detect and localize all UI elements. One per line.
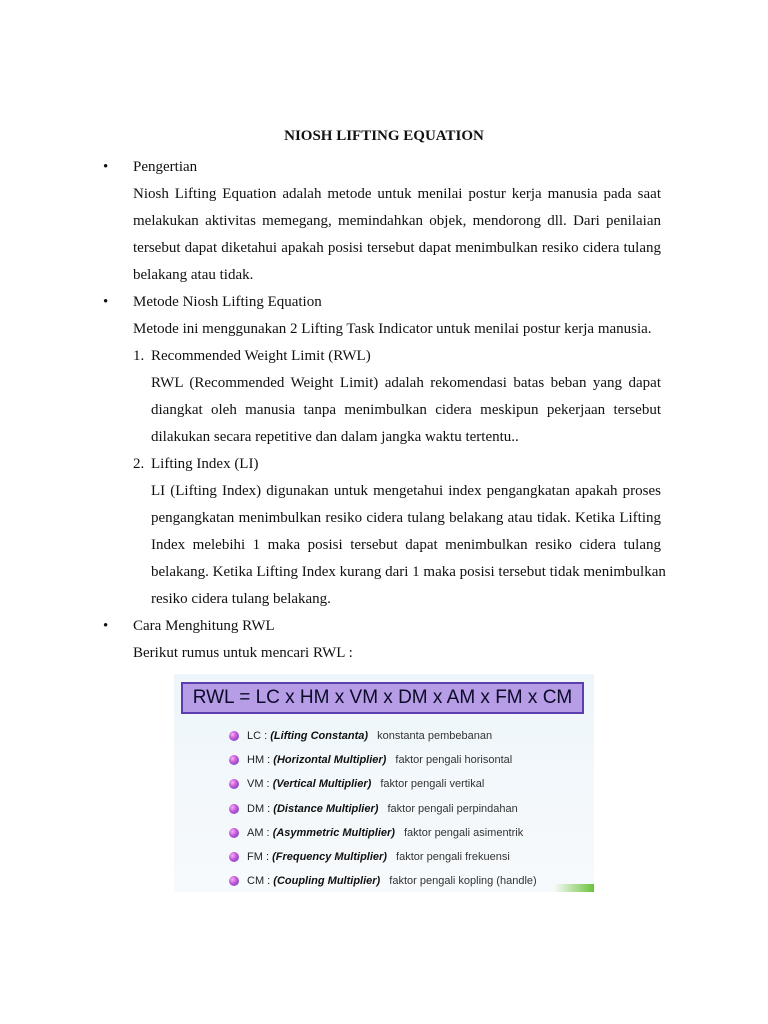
factor-desc: faktor pengali asimentrik [404,827,524,839]
factor-desc: faktor pengali vertikal [380,778,485,790]
factor-desc: faktor pengali frekuensi [396,851,510,863]
factor-item-lc [247,728,492,744]
factor-abbr: LC : [247,730,268,742]
section-heading-metode: Metode Niosh Lifting Equation [133,294,322,310]
factor-abbr: DM : [247,803,271,815]
rwl-formula-banner: RWL = LC x HM x VM x DM x AM x FM x CM [181,682,584,714]
paragraph-line: Metode ini menggunakan 2 Lifting Task Indicator untuk menilai postur kerja manusia. [133,321,652,337]
bullet-orb-icon [229,804,239,814]
bullet-orb-icon [229,828,239,838]
list-item-label-rwl: Recommended Weight Limit (RWL) [151,348,371,364]
list-item-label-li: Lifting Index (LI) [151,456,259,472]
bullet-orb-icon [229,755,239,765]
factor-name: (Horizontal Multiplier) [273,754,387,766]
factor-desc: konstanta pembebanan [377,730,493,742]
factor-item-vm [247,776,484,792]
paragraph-line: melakukan aktivitas memegang, memindahkan objek, mendorong dll. Dari penilaian [133,213,661,229]
paragraph-line: Niosh Lifting Equation adalah metode untuk menilai postur kerja manusia pada saat [133,186,661,202]
paragraph-line: dilakukan secara repetitive dan dalam jangka waktu tertentu.. [151,429,519,445]
factor-name: (Asymmetric Multiplier) [272,827,395,839]
bullet-orb-icon [229,779,239,789]
factor-abbr: HM : [247,754,271,766]
factor-item-hm [247,752,512,768]
bullet-orb-icon [229,876,239,886]
bullet-dot: • [103,159,109,175]
factor-desc: faktor pengali perpindahan [387,803,518,815]
factor-name: (Frequency Multiplier) [272,851,387,863]
factor-item-cm [247,873,537,889]
section-heading-pengertian: Pengertian [133,159,198,175]
factor-name: (Coupling Multiplier) [273,875,381,887]
paragraph-line: resiko cidera tulang belakang. [151,591,331,607]
factor-desc: faktor pengali horisontal [395,754,513,766]
list-number: 2. [133,456,145,472]
decorative-green-bar [554,884,594,892]
paragraph-line: tersebut dapat diketahui apakah posisi tersebut dapat menimbulkan resiko cidera tulang [133,240,661,256]
page-title: NIOSH LIFTING EQUATION [284,128,484,144]
bullet-dot: • [103,618,109,634]
section-heading-cara: Cara Menghitung RWL [133,618,275,634]
bullet-orb-icon [229,852,239,862]
paragraph-line: diangkat oleh manusia tanpa menimbulkan cidera meskipun pekerjaan tersebut [151,402,661,418]
factor-abbr: FM : [247,851,269,863]
factor-item-am [247,825,523,841]
paragraph-line: RWL (Recommended Weight Limit) adalah rekomendasi batas beban yang dapat [151,375,661,391]
paragraph-line: Index melebihi 1 maka posisi tersebut dapat menimbulkan resiko cidera tulang [151,537,661,553]
paragraph-line: LI (Lifting Index) digunakan untuk mengetahui index pengangkatan apakah proses [151,483,661,499]
factor-name: (Distance Multiplier) [273,803,379,815]
factor-desc: faktor pengali kopling (handle) [389,875,537,887]
factor-abbr: VM : [247,778,270,790]
factor-name: (Vertical Multiplier) [272,778,372,790]
bullet-dot: • [103,294,109,310]
paragraph-line: belakang. Ketika Lifting Index kurang dari 1 maka posisi tersebut tidak menimbulkan [151,564,666,580]
list-number: 1. [133,348,145,364]
factor-abbr: AM : [247,827,270,839]
rwl-formula-figure [174,674,594,892]
paragraph-line: Berikut rumus untuk mencari RWL : [133,645,353,661]
factor-abbr: CM : [247,875,271,887]
factor-item-fm [247,849,510,865]
paragraph-line: belakang atau tidak. [133,267,254,283]
factor-name: (Lifting Constanta) [270,730,369,742]
factor-item-dm [247,801,518,817]
bullet-orb-icon [229,731,239,741]
paragraph-line: pengangkatan menimbulkan resiko cidera tulang belakang atau tidak. Ketika Lifting [151,510,661,526]
